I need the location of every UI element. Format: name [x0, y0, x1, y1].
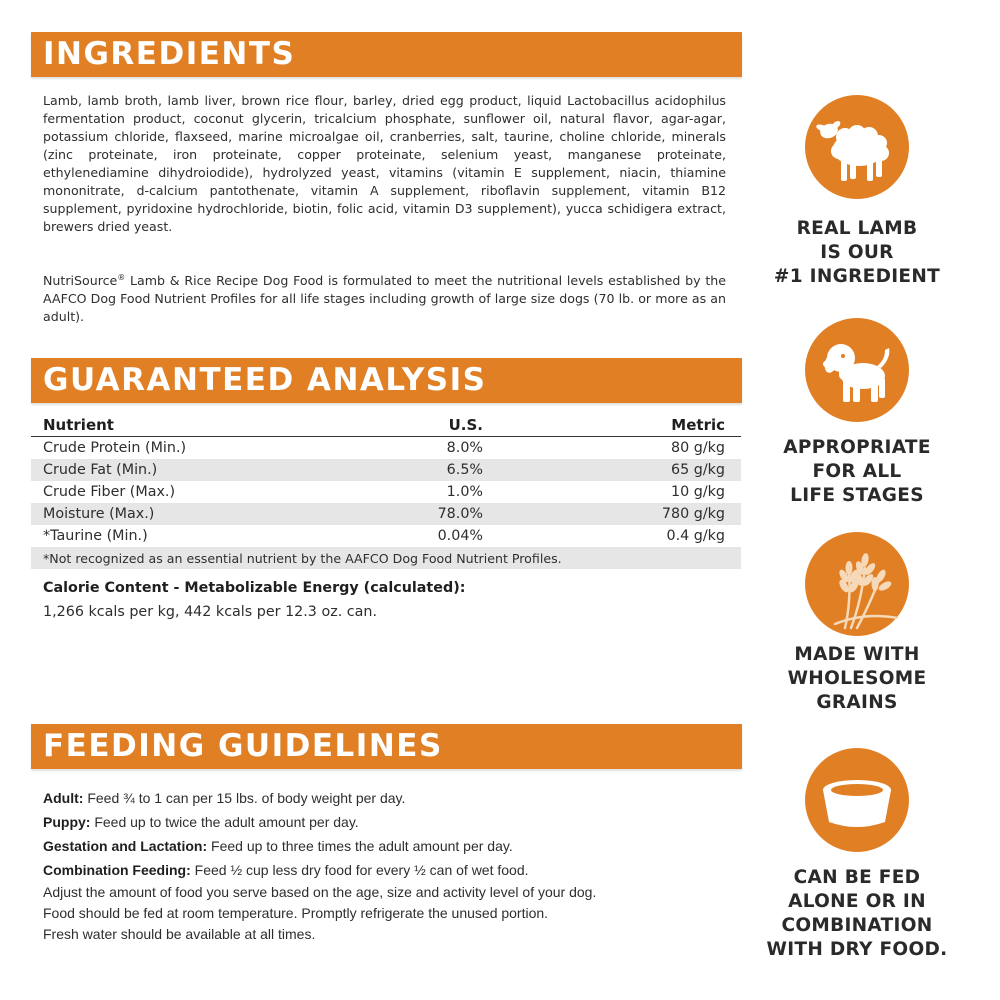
feeding-note: Adjust the amount of food you serve based on the age, size and activity level of your dog.: [43, 884, 597, 900]
table-row: [31, 503, 741, 525]
table-row: [31, 481, 741, 503]
badge-label: [757, 643, 957, 715]
feeding-heading: FEEDING GUIDELINES: [43, 728, 443, 764]
formulation-text: Lamb & Rice Recipe Dog Food is formulated to meet the nutritional levels established by the AAFCO Dog Food Nutrient Profiles for all life stages including growth of large size dogs (70 lb. or more as an adult).: [43, 273, 726, 324]
ingredients-heading: INGREDIENTS: [43, 36, 296, 72]
nutrient-cell: Moisture (Max.): [31, 503, 331, 525]
feeding-label: Adult:: [43, 790, 84, 806]
feeding-item-puppy: [43, 810, 733, 834]
registered-mark: ®: [117, 272, 126, 282]
feeding-text: Feed up to three times the adult amount per day.: [207, 838, 513, 854]
badge-label-line: COMBINATION: [781, 915, 933, 936]
feeding-note: Food should be fed at room temperature. Promptly refrigerate the unused portion.: [43, 905, 549, 921]
badge-label-line: WITH DRY FOOD.: [766, 939, 948, 960]
badge-label-line: GRAINS: [816, 692, 898, 713]
badge-label-line: #1 INGREDIENT: [773, 266, 941, 287]
badge-label: [757, 436, 957, 508]
metric-value-cell: 10 g/kg: [671, 484, 725, 500]
badge-life-stages: [757, 318, 957, 508]
column-header-nutrient: Nutrient: [31, 413, 331, 437]
us-value-cell: 78.0%: [331, 503, 483, 525]
calorie-content-value: 1,266 kcals per kg, 442 kcals per 12.3 oz. can.: [43, 604, 378, 620]
metric-value-cell: 65 g/kg: [483, 459, 741, 481]
us-value-cell: 0.04%: [437, 528, 483, 544]
column-header-metric: Metric: [483, 413, 741, 437]
feeding-label: Puppy:: [43, 814, 91, 830]
feeding-text: Feed ¾ to 1 can per 15 lbs. of body weight per day.: [83, 790, 406, 806]
feeding-text: Feed ½ cup less dry food for every ½ can of wet food.: [190, 862, 529, 878]
column-header-us: U.S.: [331, 413, 483, 437]
badge-label-line: CAN BE FED: [793, 867, 921, 888]
lamb-icon: [805, 95, 909, 199]
badge-label: [757, 866, 957, 962]
table-row: [31, 437, 741, 460]
badge-label-line: IS OUR: [820, 242, 894, 263]
table-header-row: [31, 413, 741, 437]
metric-value-cell: 780 g/kg: [483, 503, 741, 525]
badge-combination-feeding: [757, 748, 957, 962]
nutrient-cell: *Taurine (Min.): [43, 528, 148, 544]
calorie-content-title: Calorie Content - Metabolizable Energy (calculated):: [43, 580, 466, 596]
nutrient-cell: Crude Fiber (Max.): [43, 484, 176, 500]
analysis-header-band: [31, 358, 742, 403]
badge-label-line: WHOLESOME: [787, 668, 927, 689]
badge-wholesome-grains: [757, 532, 957, 715]
badge-label-line: REAL LAMB: [796, 218, 918, 239]
nutrient-cell: Crude Fat (Min.): [31, 459, 331, 481]
badge-label-line: LIFE STAGES: [790, 485, 924, 506]
feeding-header-band: [31, 724, 742, 769]
table-row: [31, 459, 741, 481]
bowl-icon: [805, 748, 909, 852]
feeding-item-gestation: [43, 834, 733, 858]
metric-value-cell: 0.4 g/kg: [666, 528, 725, 544]
badge-label: [757, 217, 957, 289]
analysis-heading: GUARANTEED ANALYSIS: [43, 362, 487, 398]
table-row: [31, 525, 741, 547]
table-footnote-row: [31, 547, 741, 569]
feeding-label: Combination Feeding:: [43, 862, 191, 878]
guaranteed-analysis-table: [31, 413, 741, 569]
feeding-item-combination: [43, 858, 733, 882]
formulation-statement: [43, 272, 726, 326]
us-value-cell: 1.0%: [446, 484, 483, 500]
badge-label-line: ALONE OR IN: [788, 891, 926, 912]
us-value-cell: 8.0%: [446, 440, 483, 456]
badge-label-line: APPROPRIATE: [783, 437, 931, 458]
badge-real-lamb: [757, 95, 957, 289]
wheat-icon: [805, 532, 909, 636]
us-value-cell: 6.5%: [331, 459, 483, 481]
nutrient-cell: Crude Protein (Min.): [43, 440, 187, 456]
feeding-label: Gestation and Lactation:: [43, 838, 208, 854]
metric-value-cell: 80 g/kg: [671, 440, 725, 456]
badge-label-line: FOR ALL: [812, 461, 902, 482]
brand-name: NutriSource: [43, 273, 118, 288]
puppy-icon: [805, 318, 909, 422]
taurine-footnote: *Not recognized as an essential nutrient by the AAFCO Dog Food Nutrient Profiles.: [31, 547, 741, 569]
ingredients-header-band: [31, 32, 742, 77]
feeding-item-adult: [43, 786, 733, 810]
feeding-note: Fresh water should be available at all times.: [43, 926, 316, 942]
feeding-guidelines: [43, 786, 733, 945]
badge-label-line: MADE WITH: [794, 644, 920, 665]
ingredients-list: Lamb, lamb broth, lamb liver, brown rice flour, barley, dried egg product, liquid Lactobacillus acidophilus fermentation product, coconut glycerin, tricalcium phosphate, sunflower oil, natural flavor, agar-agar, potassium chloride, flaxseed, marine microalgae oil, cranberries, salt, taurine, choline chloride, minerals (zinc proteinate, iron proteinate, copper proteinate, selenium yeast, manganese proteinate, ethylenediamine dihydroiodide), hydrolyzed yeast, vitamins (vitamin E supplement, niacin, thiamine mononitrate, d-calcium pantothenate, vitamin A supplement, riboflavin supplement, vitamin B12 supplement, pyridoxine hydrochloride, biotin, folic acid, vitamin D3 supplement), yucca schidigera extract, brewers dried yeast.: [43, 93, 726, 234]
feeding-text: Feed up to twice the adult amount per day.: [90, 814, 359, 830]
